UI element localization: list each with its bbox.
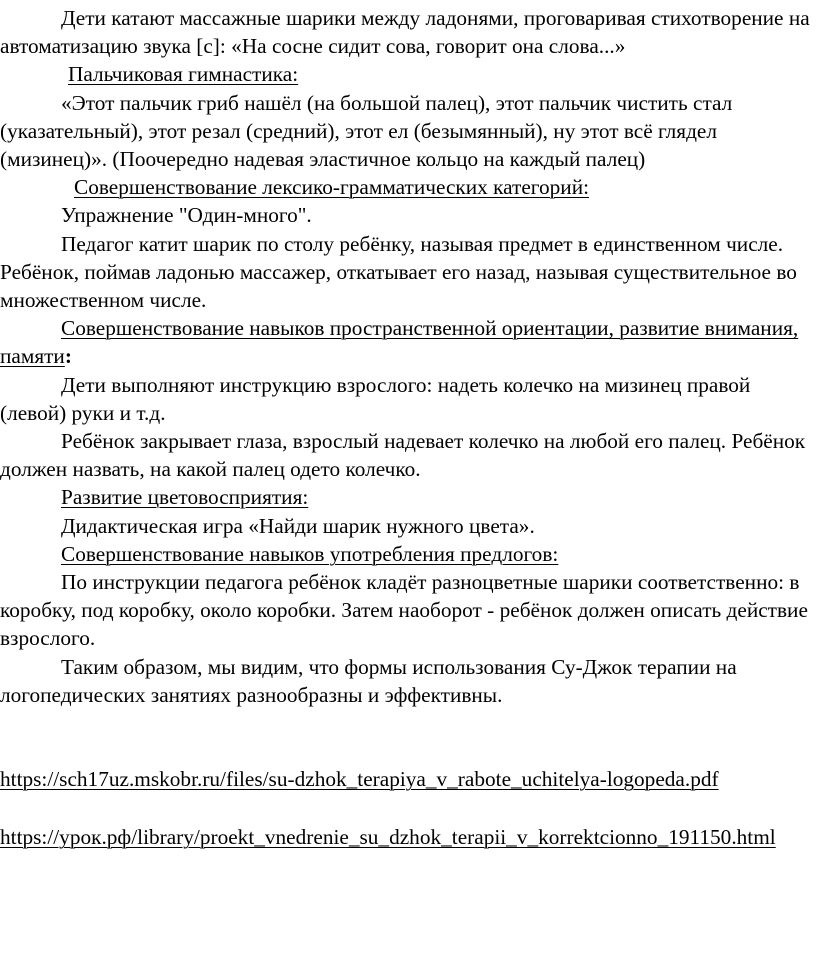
heading-color-perception-text: Развитие цветовосприятия: [61, 485, 309, 510]
heading-spatial-orientation [0, 314, 814, 370]
paragraph-finger-rhyme: «Этот пальчик гриб нашёл (на большой палец), этот пальчик чистить стал (указательный), этот резал (средний), этот ел (безымянный), ну этот всё глядел (мизинец)». (Поочередно надевая эластичное кольцо на каждый палец) [0, 90, 733, 172]
heading-finger-gymnastics [0, 60, 814, 88]
paragraph-rolling-ball: Педагог катит шарик по столу ребёнку, называя предмет в единственном числе. Ребёнок, поймав ладонью массажер, откатывает его назад, называя существительное во множественном числе. [0, 231, 797, 313]
reference-link-2-line [0, 823, 814, 851]
heading-finger-gymnastics-text: Пальчиковая гимнастика: [68, 62, 299, 87]
reference-link-1[interactable]: https://sch17uz.mskobr.ru/files/su-dzhok_terapiya_v_rabote_uchitelya-logopeda.pdf [0, 767, 719, 792]
heading-spatial-orientation-text: Совершенствование навыков пространственной ориентации, развитие внимания, памяти [0, 316, 799, 369]
paragraph-didactic-game: Дидактическая игра «Найди шарик нужного цвета». [61, 513, 535, 538]
reference-link-1-line [0, 765, 814, 793]
heading-lexical-grammar [0, 173, 814, 201]
paragraph-massage-balls: Дети катают массажные шарики между ладонями, проговаривая стихотворение на автоматизацию звука [с]: «На сосне сидит сова, говорит она слова...» [0, 6, 810, 59]
spacer [0, 709, 814, 765]
heading-spatial-orientation-colon: : [64, 344, 72, 369]
heading-prepositions-text: Совершенствование навыков употребления предлогов: [61, 541, 559, 566]
paragraph-closed-eyes: Ребёнок закрывает глаза, взрослый надевает колечко на любой его палец. Ребёнок должен назвать, на какой палец одето колечко. [0, 429, 806, 482]
document-page [0, 4, 814, 851]
heading-color-perception [0, 483, 814, 511]
paragraph-exercise-title: Упражнение "Один-много". [61, 203, 312, 228]
paragraph-instruction-ring: Дети выполняют инструкцию взрослого: надеть колечко на мизинец правой (левой) руки и т.д. [0, 372, 751, 425]
spacer [0, 793, 814, 823]
heading-lexical-grammar-text: Совершенствование лексико-грамматических категорий: [74, 175, 590, 200]
paragraph-conclusion: Таким образом, мы видим, что формы использования Су-Джок терапии на логопедических занятиях разнообразны и эффективны. [0, 654, 737, 707]
paragraph-colored-balls: По инструкции педагога ребёнок кладёт разноцветные шарики соответственно: в коробку, под коробку, около коробки. Затем наоборот - ребёнок должен описать действие взрослого. [0, 570, 808, 651]
heading-prepositions [0, 540, 814, 568]
reference-link-2[interactable]: https://урок.рф/library/proekt_vnedrenie_su_dzhok_terapii_v_korrektcionno_191150.html [0, 825, 776, 850]
